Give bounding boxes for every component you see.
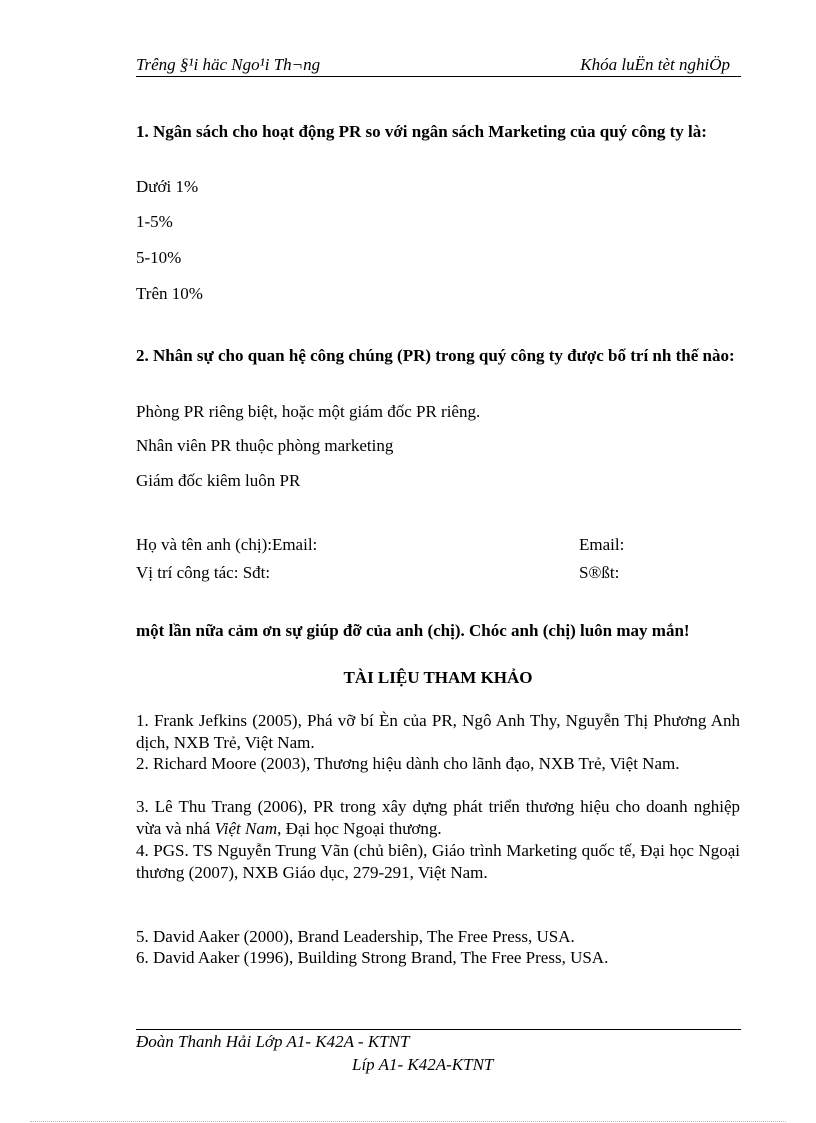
reference-item: 5. David Aaker (2000), Brand Leadership, The Free Press, USA. [136,927,575,946]
question-1-option: 5-10% [136,248,182,267]
question-2-option: Phòng PR riêng biệt, hoặc một giám đốc PR riêng. [136,402,481,421]
question-1-option: Dưới 1% [136,177,199,196]
question-2: 2. Nhân sự cho quan hệ công chúng (PR) trong quý công ty được bố trí nh thế nào: [136,346,735,365]
question-1: 1. Ngân sách cho hoạt động PR so với ngân sách Marketing của quý công ty là: [136,122,707,141]
header-divider [136,76,741,77]
question-2-option: Nhân viên PR thuộc phòng marketing [136,436,394,455]
header-school: Trêng §¹i häc Ngo¹i Th¬ng [136,55,321,74]
reference-item: 6. David Aaker (1996), Building Strong Brand, The Free Press, USA. [136,948,609,967]
thanks-note: một lần nữa cảm ơn sự giúp đỡ của anh (chị). Chóc anh (chị) luôn may mắn! [136,621,690,640]
position-label: Vị trí công tác: Sđt: [136,563,271,582]
reference-italic-text: Việt Nam [214,819,278,838]
question-1-option: Trên 10% [136,284,203,303]
question-1-option: 1-5% [136,212,173,231]
question-2-option: Giám đốc kiêm luôn PR [136,471,301,490]
page-bottom-edge [30,1121,786,1122]
references-title: TÀI LIỆU THAM KHẢO [343,668,533,687]
reference-item: 1. Frank Jefkins (2005), Phá vỡ bí Èn của PR, Ngô Anh Thy, Nguyễn Thị Phương Anh dịch, NXB Trẻ, Việt Nam. [136,711,740,752]
reference-item: 4. PGS. TS Nguyễn Trung Vãn (chủ biên), Giáo trình Marketing quốc tế, Đại học Ngoại thương (2007), NXB Giáo dục, 279-291, Việt Nam. [136,841,740,882]
reference-item: 3. Lê Thu Trang (2006), PR trong xây dựng phát triển thương hiệu cho doanh nghiệp vừa và nhá Việt Nam, Đại học Ngoại thương. [136,797,740,838]
phone-label: S®ßt: [579,563,620,582]
name-label: Họ và tên anh (chị):Email: [136,535,318,554]
footer-divider [136,1029,741,1030]
reference-item: 2. Richard Moore (2003), Thương hiệu dành cho lãnh đạo, NXB Trẻ, Việt Nam. [136,754,680,773]
email-label: Email: [579,535,625,554]
footer-class: Líp A1- K42A-KTNT [352,1055,494,1074]
footer-author: Đoàn Thanh Hải Lớp A1- K42A - KTNT [136,1032,410,1051]
header-thesis: Khóa luËn tèt nghiÖp [580,55,730,74]
